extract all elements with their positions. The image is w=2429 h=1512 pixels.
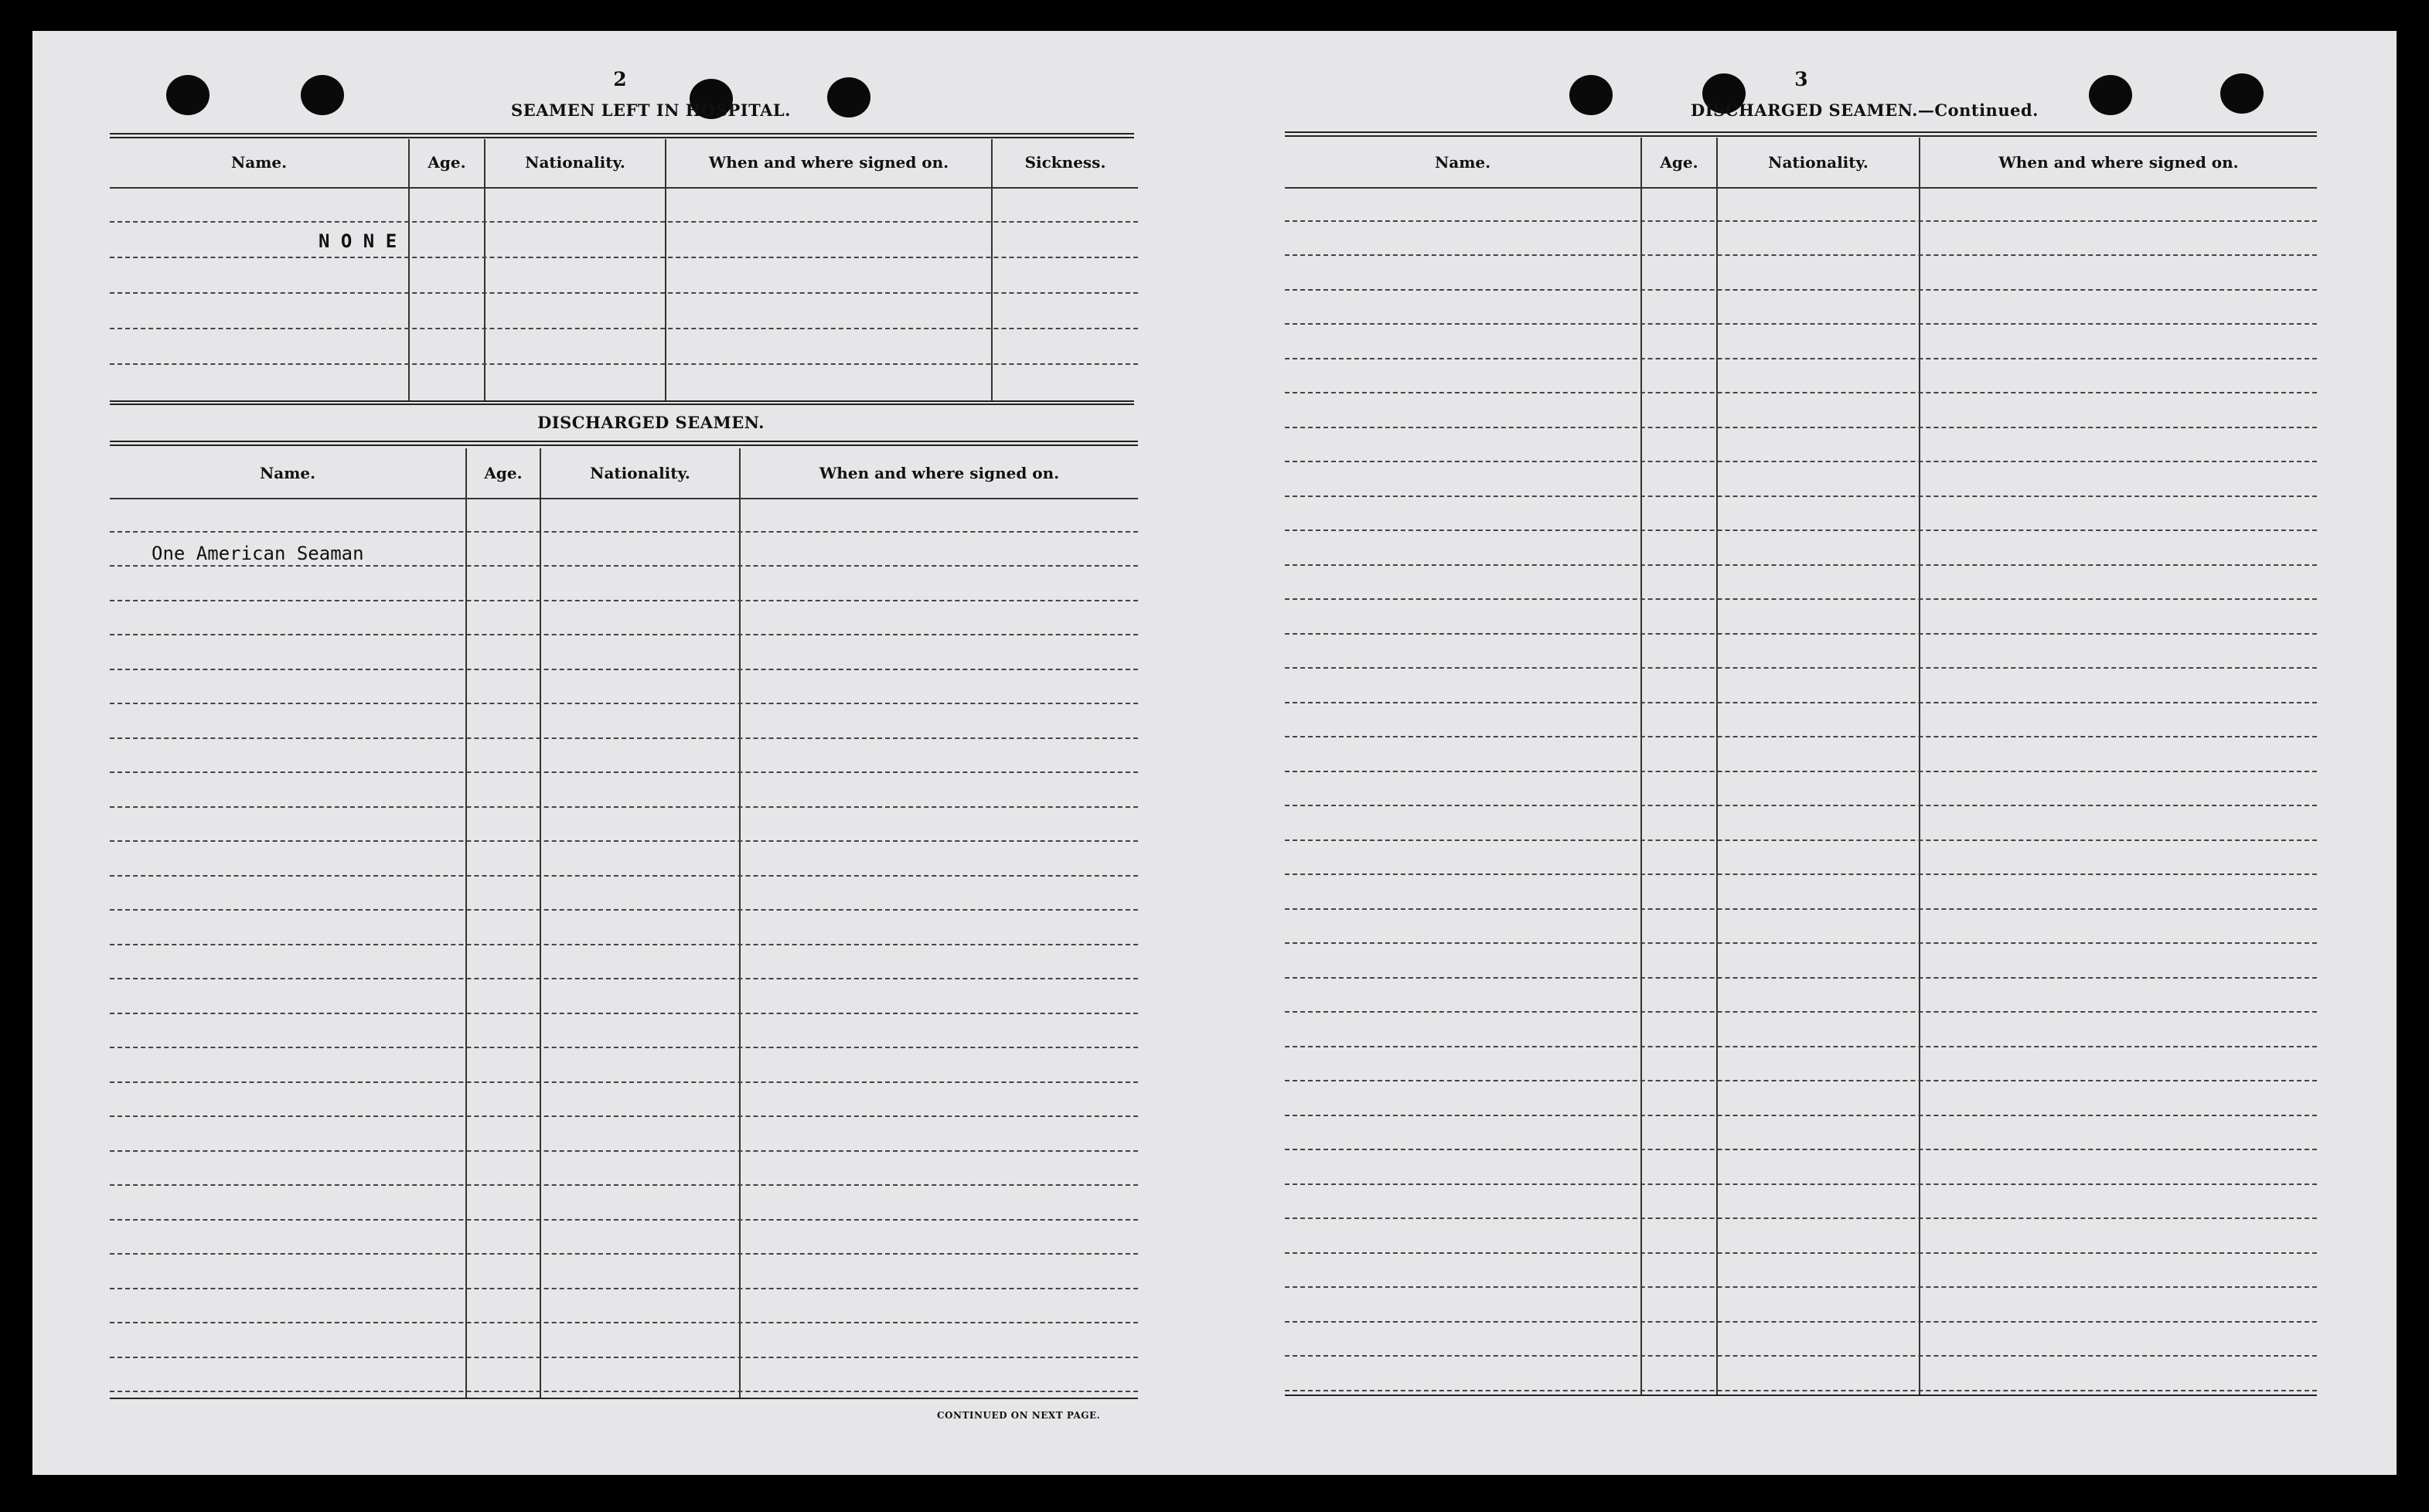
table-row [110,601,1138,636]
table-row [1285,1185,2317,1220]
table-row [1285,428,2317,463]
table-row [1285,1013,2317,1047]
col-header-signed-on: When and where signed on. [1998,153,2239,172]
page-number: 3 [1794,68,1808,90]
table-row [110,1186,1138,1221]
table-row [110,877,1138,911]
table-row [1285,841,2317,876]
hospital-entry: N O N E [319,230,397,252]
table-row [110,1117,1138,1152]
table-row [110,1221,1138,1255]
table-row [110,739,1138,774]
discharged-continued-title: DISCHARGED SEAMEN.—Continued. [1691,100,2039,120]
col-header-name: Name. [230,153,288,172]
table-row [1285,635,2317,669]
table-row [110,1083,1138,1118]
table-row [1285,256,2317,291]
table-row [1285,497,2317,532]
table-row [1285,222,2317,257]
table-header [1285,138,2317,189]
col-header-nationality: Nationality. [1768,153,1869,172]
page-number: 2 [613,68,627,90]
col-header-age: Age. [428,153,466,172]
table-row [110,1358,1138,1393]
title-rule [1285,131,2317,137]
table-row [1285,944,2317,979]
table-row [1285,703,2317,738]
table-row [1285,806,2317,841]
table-row [110,1152,1138,1187]
table-row [1285,875,2317,910]
table-row [110,258,1138,294]
right-page [1215,31,2397,1475]
left-page [32,31,1215,1475]
table-row [110,294,1138,329]
table-row [110,945,1138,980]
discharged-section-title: DISCHARGED SEAMEN. [537,413,765,432]
table-row [1285,737,2317,772]
table-row [1285,291,2317,325]
table-row [110,1323,1138,1358]
col-header-age: Age. [484,464,523,482]
table-row [1285,325,2317,359]
table-row [110,498,1138,533]
document-sheet [32,31,2397,1475]
col-header-signed-on: When and where signed on. [819,464,1060,482]
table-row [1285,462,2317,497]
col-header-name: Name. [1434,153,1491,172]
page-bottom-rule [1285,1395,2317,1396]
col-header-signed-on: When and where signed on. [708,153,949,172]
hospital-table [110,139,1138,402]
hospital-title-rule [110,133,1134,138]
hospital-section-title: SEAMEN LEFT IN HOSPITAL. [511,100,791,120]
discharged-title-rule [110,441,1138,446]
discharged-continued-table [1285,138,2317,1395]
table-row [110,1048,1138,1083]
discharged-table-header [110,448,1138,499]
table-row [1285,979,2317,1013]
table-row [110,704,1138,739]
discharged-table [110,448,1138,1398]
table-row [110,773,1138,808]
table-row [1285,566,2317,601]
table-row [110,1014,1138,1049]
table-row [1285,669,2317,703]
table-row [110,979,1138,1014]
hospital-bottom-rule [110,400,1134,405]
table-row [1285,1254,2317,1289]
col-header-nationality: Nationality. [590,464,690,482]
col-header-name: Name. [259,464,316,482]
table-row [110,567,1138,601]
table-row [110,223,1138,258]
table-row [110,842,1138,877]
table-row [1285,1081,2317,1116]
discharged-rows [110,498,1138,1398]
col-header-sickness: Sickness. [1024,153,1106,172]
discharged-entry: One American Seaman [152,543,364,564]
continued-note: CONTINUED ON NEXT PAGE. [937,1410,1101,1421]
table-row [1285,600,2317,635]
table-row [1285,1288,2317,1323]
table-row [110,911,1138,945]
table-row [110,1289,1138,1324]
hospital-rows [110,187,1138,402]
hospital-table-header [110,139,1138,189]
table-row [110,670,1138,705]
table-row [1285,531,2317,566]
table-row [1285,393,2317,428]
table-row [110,808,1138,843]
page-bottom-rule [110,1398,1138,1399]
col-header-nationality: Nationality. [525,153,625,172]
table-row [110,187,1138,223]
table-row [1285,359,2317,394]
table-row [1285,1047,2317,1082]
table-row [1285,1150,2317,1185]
table-row [1285,910,2317,945]
table-row [1285,1323,2317,1357]
table-row [1285,772,2317,807]
table-row [1285,1357,2317,1391]
table-row [110,329,1138,365]
discharged-continued-rows [1285,187,2317,1395]
table-row [110,635,1138,670]
table-row [1285,187,2317,222]
col-header-age: Age. [1660,153,1698,172]
table-row [110,1255,1138,1289]
table-row [1285,1116,2317,1151]
table-row [1285,1219,2317,1254]
